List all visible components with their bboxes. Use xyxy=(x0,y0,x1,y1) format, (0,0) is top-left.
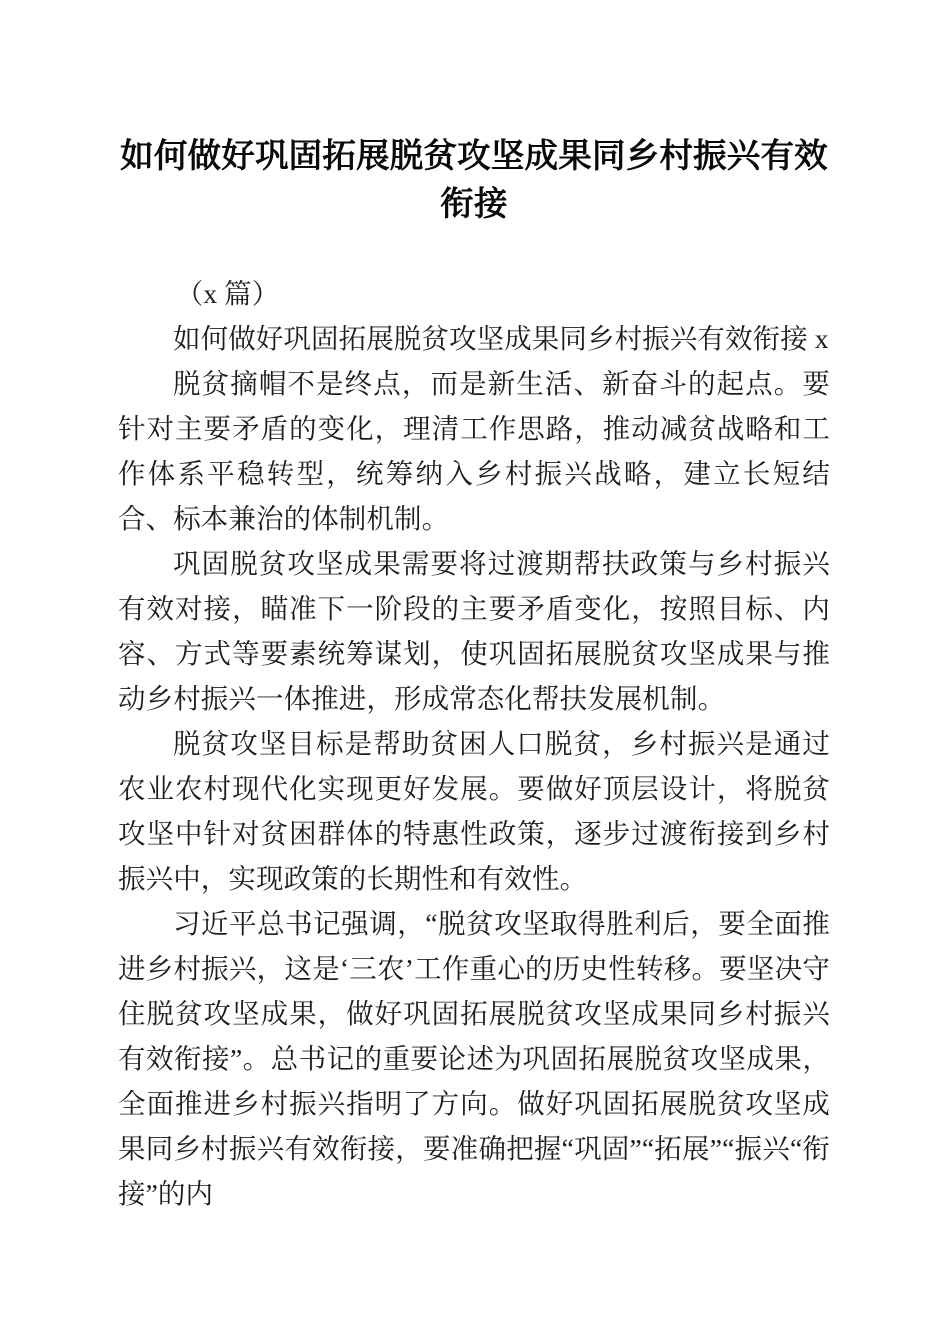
body-paragraph-3: 脱贫攻坚目标是帮助贫困人口脱贫，乡村振兴是通过农业农村现代化实现更好发展。要做好顶层设计，将脱贫攻坚中针对贫困群体的特惠性政策，逐步过渡衔接到乡村振兴中，实现政策的长期性和有效性。 xyxy=(118,728,830,894)
body-paragraph-1: 脱贫摘帽不是终点，而是新生活、新奋斗的起点。要针对主要矛盾的变化，理清工作思路，推动减贫战略和工作体系平稳转型，统筹纳入乡村振兴战略，建立长短结合、标本兼治的体制机制。 xyxy=(118,368,830,534)
title-body-spacer xyxy=(118,229,830,271)
piece-count-note: （x 篇） xyxy=(175,278,280,309)
body-paragraph-4: 习近平总书记强调，“脱贫攻坚取得胜利后，要全面推进乡村振兴，这是‘三农’工作重心的历史性转移。要坚决守住脱贫攻坚成果，做好巩固拓展脱贫攻坚成果同乡村振兴有效衔接”。总书记的重要论述为巩固拓展脱贫攻坚成果，全面推进乡村振兴指明了方向。做好巩固拓展脱贫攻坚成果同乡村振兴有效衔接，要准确把握“巩固”“拓展”“振兴“衔接”的内 xyxy=(118,908,830,1209)
body-paragraph-2: 巩固脱贫攻坚成果需要将过渡期帮扶政策与乡村振兴有效对接，瞄准下一阶段的主要矛盾变化，按照目标、内容、方式等要素统筹谋划，使巩固拓展脱贫攻坚成果与推动乡村振兴一体推进，形成常态化帮扶发展机制。 xyxy=(118,548,830,714)
page-title: 如何做好巩固拓展脱贫攻坚成果同乡村振兴有效衔接 xyxy=(120,138,828,223)
table-of-contents-entry: 如何做好巩固拓展脱贫攻坚成果同乡村振兴有效衔接 x xyxy=(173,323,829,354)
document-body xyxy=(118,271,830,1216)
document-content-column xyxy=(118,0,830,1216)
